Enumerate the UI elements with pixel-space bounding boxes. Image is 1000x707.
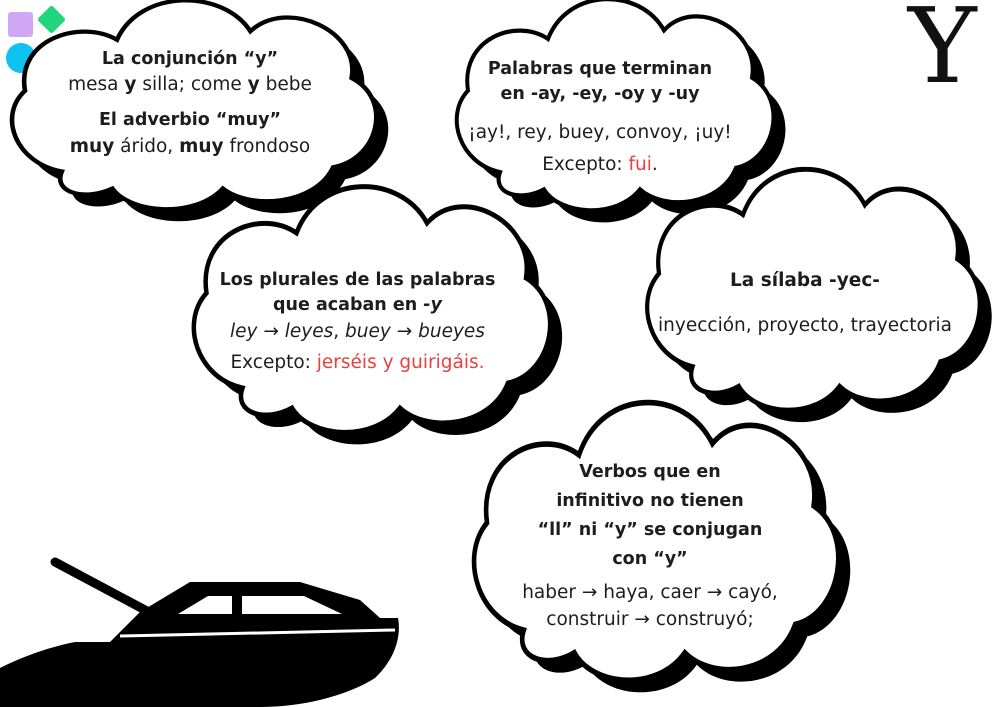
verbos-title-4: con “y” [612, 549, 688, 570]
except-end: . [651, 153, 658, 175]
plurales-except [215, 350, 500, 377]
plurales-example [215, 319, 500, 346]
plurales-title-2 [215, 293, 500, 318]
ex-text: árido, [114, 135, 180, 157]
terminaciones-except [465, 152, 735, 179]
ex-italic: leyes [284, 320, 334, 342]
plurales-title-1: Los plurales de las palabras [219, 270, 496, 290]
arrow: → [390, 320, 419, 342]
ex-text: , [333, 320, 346, 342]
verbos-example-1: haber → haya, caer → cayó, [522, 582, 778, 604]
title-part-italic: -y [423, 295, 442, 316]
silaba-title: La sílaba -yec- [730, 270, 880, 291]
ex-bold: muy [69, 135, 115, 157]
except-label: Excepto: [230, 351, 317, 373]
except-value: jerséis y guirigáis. [316, 351, 485, 373]
silaba-text [650, 268, 960, 340]
verbos-title-1: Verbos que en [579, 462, 721, 482]
terminaciones-title-2: en -ay, -ey, -oy y -uy [500, 84, 700, 105]
ex-bold: y [247, 74, 260, 96]
verbos-title-3: “ll” ni “y” se conjugan [537, 520, 763, 541]
ex-italic: buey [345, 320, 391, 342]
verbos-title-2: infinitivo no tienen [556, 491, 744, 512]
ex-bold: muy [179, 135, 224, 157]
ex-text: mesa [68, 74, 125, 96]
corner-letter: Y [908, 0, 977, 107]
verbos-text [505, 458, 795, 634]
conjuncion-example [55, 72, 325, 99]
ex-bold: y [124, 74, 137, 96]
title-part: que acaban en [273, 295, 424, 316]
except-label: Excepto: [542, 153, 629, 175]
ex-text: frondoso [223, 135, 311, 157]
ex-text: bebe [259, 74, 312, 96]
silaba-examples: inyección, proyecto, trayectoria [658, 314, 952, 336]
conjuncion-text [55, 47, 325, 160]
plurales-text [215, 268, 500, 376]
ex-italic: bueyes [418, 320, 485, 342]
except-value: fui [628, 153, 652, 175]
terminaciones-text [465, 57, 735, 178]
adverbio-title: El adverbio “muy” [98, 110, 282, 131]
conjuncion-title: La conjunción “y” [101, 49, 279, 69]
adverbio-example [55, 134, 325, 161]
boat-icon [0, 562, 399, 707]
arrow: → [257, 320, 285, 342]
terminaciones-title-1: Palabras que terminan [487, 59, 713, 79]
ex-italic: ley [230, 320, 258, 342]
verbos-example-2: construir → construyó; [546, 609, 754, 630]
terminaciones-examples: ¡ay!, rey, buey, convoy, ¡uy! [468, 121, 732, 143]
ex-text: silla; come [136, 74, 248, 96]
